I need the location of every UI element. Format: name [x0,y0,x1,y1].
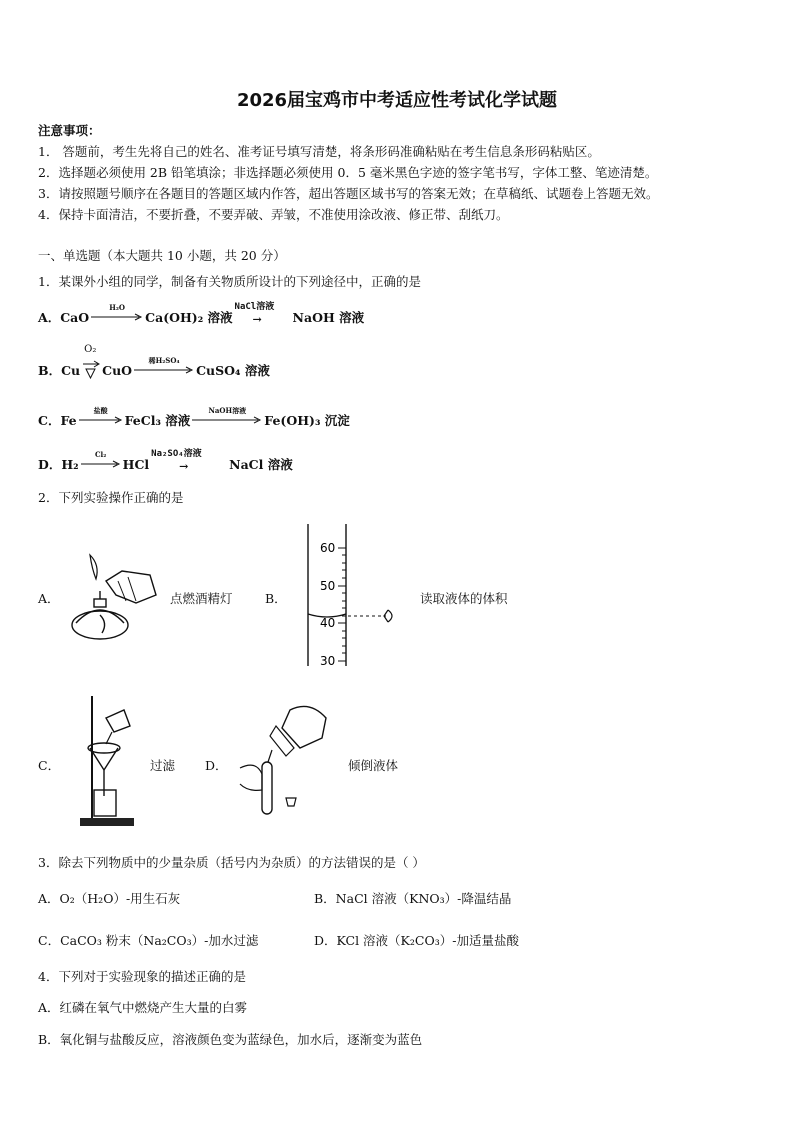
q3-option-b: B．NaCl 溶液（KNO₃）-降温结晶 [314,891,512,906]
notice-item: 4．保持卡面清洁，不要折叠，不要弄破、弄皱，不准使用涂改液、修正带、刮纸刀。 [38,207,509,222]
option-label: B． [38,363,62,378]
question-3-stem: 3．除去下列物质中的少量杂质（括号内为杂质）的方法错误的是（ ） [38,855,425,870]
tick-label: 30 [320,654,336,668]
option-label: B． [265,591,287,606]
notice-item: 1． 答题前，考生先将自己的姓名、准考证号填写清楚，将条形码准确粘贴在考生信息条形码粘贴区。 [38,144,600,159]
reaction-arrow [79,406,123,424]
option-label: C． [38,413,61,428]
arrow-condition: 盐酸 [93,406,108,415]
option-label: A． [38,310,61,325]
arrow-condition: 稀H₂SO₄ [148,356,180,365]
product: NaOH 溶液 [292,310,365,325]
figure-caption: 过滤 [150,758,176,773]
intermediate: CuO [102,362,133,378]
alcohol-lamp-lighting-icon [66,545,166,645]
arrow-condition: NaOH溶液 [208,406,247,415]
question-4-stem: 4．下列对于实验现象的描述正确的是 [38,969,246,984]
notice-item: 2．选择题必须使用 2B 铅笔填涂；非选择题必须使用 0．5 毫米黑色字迹的签字笔书写，字体工整、笔迹清楚。 [38,165,658,180]
question-1-stem: 1．某课外小组的同学，制备有关物质所设计的下列途径中，正确的是 [38,274,421,289]
intermediate: Ca(OH)₂ 溶液 [145,310,233,325]
option-label: D． [38,457,62,472]
section-heading: 一、单选题（本大题共 10 小题，共 20 分） [38,248,286,263]
product: NaCl 溶液 [229,457,293,472]
delta-arrow-icon [80,356,102,382]
q3-option-a: A．O₂（H₂O）-用生石灰 [38,891,181,906]
right-arrow-icon: → [252,313,262,326]
product: CuSO₄ 溶液 [196,363,270,378]
option-label: C． [38,758,61,773]
reaction-arrow-vertical [80,344,102,382]
product: Fe(OH)₃ 沉淀 [264,413,350,428]
reaction-arrow-stacked [234,302,291,329]
reaction-arrow [134,356,194,374]
arrow-condition: H₂O [109,303,126,312]
question-2-stem: 2．下列实验操作正确的是 [38,490,184,505]
q3-option-d: D．KCl 溶液（K₂CO₃）-加适量盐酸 [314,933,519,948]
figure-caption: 读取液体的体积 [420,591,508,606]
tick-label: 50 [320,579,336,593]
q4-option-a: A．红磷在氧气中燃烧产生大量的白雾 [38,1000,248,1015]
arrow-condition: NaCl溶液 [234,302,275,312]
q3-option-c: C．CaCO₃ 粉末（Na₂CO₃）-加水过滤 [38,933,259,948]
option-label: A． [38,591,60,606]
notice-item: 3．请按照题号顺序在各题目的答题区域内作答，超出答题区域书写的答案无效；在草稿纸、试题卷上答题无效。 [38,186,659,201]
tick-label: 40 [320,616,336,630]
q4-option-b: B．氧化铜与盐酸反应，溶液颜色变为蓝绿色，加水后，逐渐变为蓝色 [38,1032,423,1047]
reactant: CaO [60,309,90,325]
arrow-condition: Na₂SO₄溶液 [151,449,202,459]
intermediate: FeCl₃ 溶液 [124,413,191,428]
reactant: H₂ [61,456,79,472]
reaction-arrow [192,406,262,424]
pouring-liquid-icon [230,698,340,822]
reaction-arrow-stacked [151,449,227,476]
arrow-condition: Cl₂ [94,450,107,459]
tick-label: 60 [320,541,336,555]
reaction-arrow [91,303,143,321]
notice-heading: 注意事项： [38,123,101,138]
intermediate: HCl [122,456,150,472]
graduated-cylinder-icon [300,522,410,670]
reactant: Cu [61,362,81,378]
option-label: D． [205,758,228,773]
right-arrow-icon: → [179,460,189,473]
figure-caption: 倾倒液体 [348,758,399,773]
q1-option-b [38,344,270,382]
arrow-condition: O₂ [84,344,97,355]
q1-option-c [38,406,350,429]
q1-option-a [38,302,365,329]
figure-caption: 点燃酒精灯 [170,591,233,606]
reactant: Fe [60,412,77,428]
q1-option-d [38,449,293,476]
page-title: 2026届宝鸡市中考适应性考试化学试题 [236,90,558,111]
reaction-arrow [81,450,121,468]
filtration-apparatus-icon [76,692,146,832]
